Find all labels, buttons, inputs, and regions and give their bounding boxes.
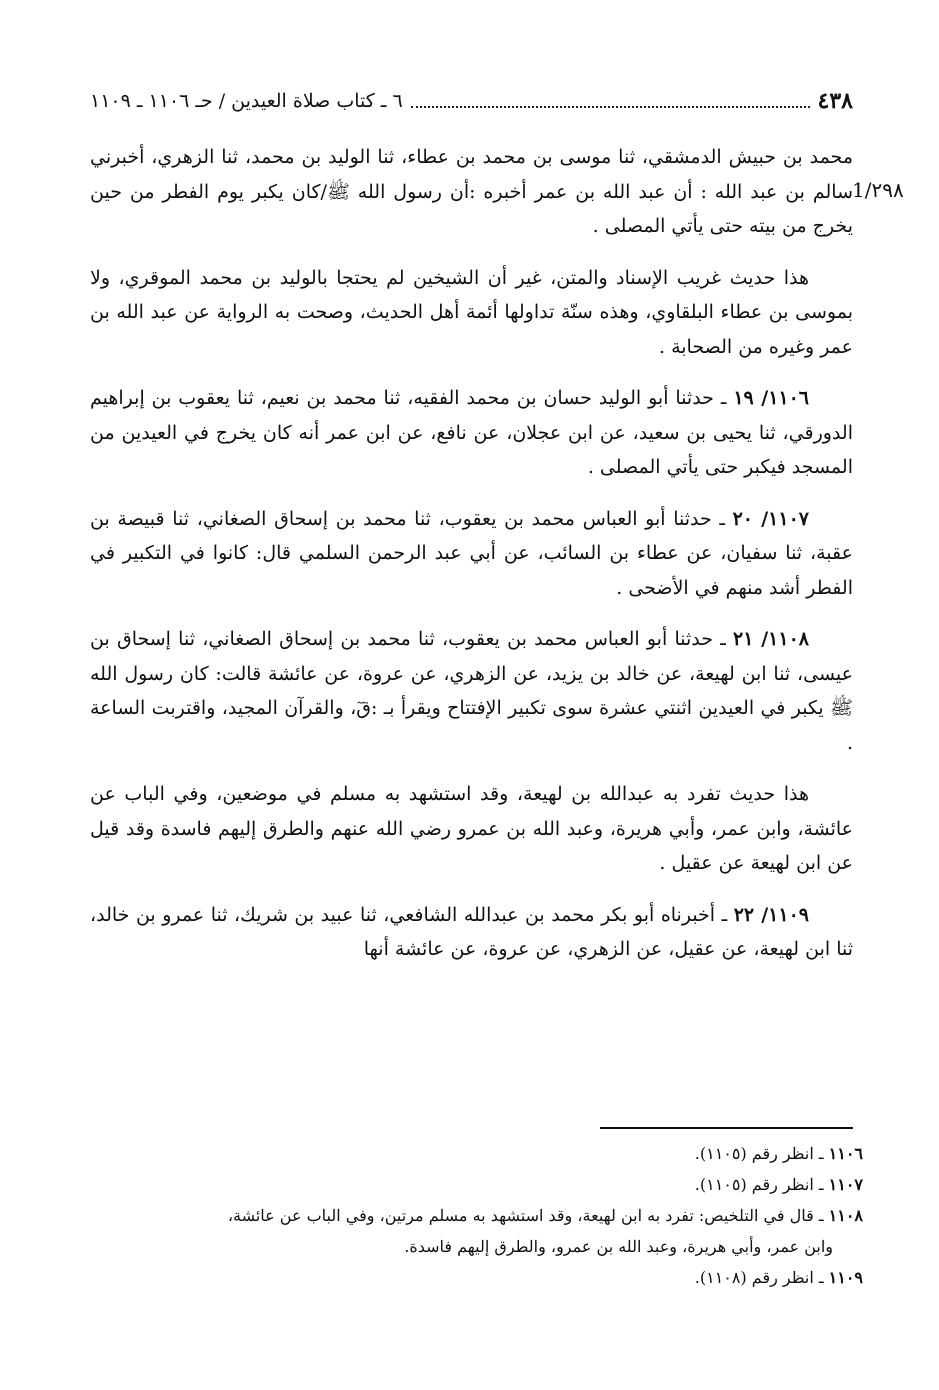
footnote-number: ١١٠٨ <box>828 1206 863 1225</box>
footnote-separator <box>600 1127 853 1129</box>
paragraph-commentary <box>90 777 853 881</box>
footnote-text: ـ قال في التلخيص: تفرد به ابن لهيعة، وقد استشهد به مسلم مرتين، وفي الباب عن عائشة، <box>227 1206 824 1225</box>
footnote-text: وابن عمر، وأبي هريرة، وعبد الله بن عمرو، والطرق إليهم فاسدة. <box>404 1237 833 1256</box>
running-header <box>90 84 853 118</box>
running-title: ٦ ـ كتاب صلاة العيدين / حـ ١١٠٦ ـ ١١٠٩ <box>90 90 403 112</box>
hadith-text: ـ حدثنا أبو العباس محمد بن يعقوب، ثنا محمد بن إسحاق الصغاني، ثنا قبيصة بن عقبة، ثنا سفيان، عن عطاء بن السائب، عن أبي عبد الرحمن السلمي قال: كانوا في التكبير في الفطر أشد منهم في الأضحى . <box>90 507 853 599</box>
footnote-number: ١١٠٦ <box>828 1144 863 1163</box>
paragraph-text: هذا حديث تفرد به عبدالله بن لهيعة، وقد استشهد به مسلم في موضعين، وفي الباب عن عائشة، وابن عمر، وأبي هريرة، وعبد الله بن عمرو رضي الله عنهم والطرق إليهم فاسدة وقد قيل عن ابن لهيعة عن عقيل . <box>90 783 853 874</box>
paragraph-commentary <box>90 261 853 365</box>
footnote-1109 <box>90 1262 863 1293</box>
footnote-1107 <box>90 1169 863 1200</box>
hadith-number: ١١٠٧/ ٢٠ <box>732 507 809 530</box>
hadith-number: ١١٠٩/ ٢٢ <box>733 903 809 926</box>
hadith-text: ـ أخبرناه أبو بكر محمد بن عبدالله الشافعي، ثنا عبيد بن شريك، ثنا عمرو بن خالد، ثنا ابن لهيعة، عن عقيل، عن الزهري، عن عروة، عن عائشة أنها <box>90 903 853 960</box>
footnote-text: ـ انظر رقم (١١٠٨). <box>694 1268 824 1287</box>
paragraph-continuation <box>90 140 853 244</box>
footnote-text: ـ انظر رقم (١١٠٥). <box>694 1175 824 1194</box>
paragraph-text: محمد بن حبيش الدمشقي، ثنا موسى بن محمد بن عطاء، ثنا الوليد بن محمد، ثنا الزهري، أخبرني سالم بن عبد الله : أن عبد الله بن عمر أخبره :أن رسول الله ﷺ/كان يكبر يوم الفطر من حين يخرج من بيته حتى يأتي المصلى . <box>90 146 853 237</box>
footnote-1108 <box>90 1200 863 1231</box>
hadith-text: ـ حدثنا أبو العباس محمد بن يعقوب، ثنا محمد بن إسحاق الصغاني، ثنا إسحاق بن عيسى، ثنا ابن لهيعة، عن خالد بن يزيد، عن الزهري، عن عروة، عن عائشة قالت: كان رسول الله ﷺ يكبر في العيدين اثنتي عشرة سوى تكبير الإفتتاح ويقرأ بـ :قٓ، والقرآن المجيد، واقتربت الساعة . <box>90 628 853 754</box>
hadith-1106 <box>90 381 853 485</box>
footnote-1106 <box>90 1138 863 1169</box>
footnote-1108-continuation <box>90 1231 863 1262</box>
footnote-number: ١١٠٧ <box>828 1175 863 1194</box>
footnotes <box>90 1138 863 1293</box>
hadith-number: ١١٠٨/ ٢١ <box>733 628 809 650</box>
paragraph-text: هذا حديث غريب الإسناد والمتن، غير أن الشيخين لم يحتجا بالوليد بن محمد الموقري، ولا بموسى بن عطاء البلقاوي، وهذه سنّة تداولها أئمة أهل الحديث، وصحت به الرواية عن عبد الله بن عمر وغيره من الصحابة . <box>90 266 853 358</box>
hadith-1108 <box>90 622 853 760</box>
margin-manuscript-reference: 1/٢٩٨ <box>852 178 904 202</box>
header-dotted-leader <box>411 94 810 108</box>
main-text <box>90 140 853 984</box>
footnote-text: ـ انظر رقم (١١٠٥). <box>694 1144 824 1163</box>
hadith-number: ١١٠٦/ ١٩ <box>733 387 810 409</box>
hadith-text: ـ حدثنا أبو الوليد حسان بن محمد الفقيه، ثنا محمد بن نعيم، ثنا يعقوب بن إبراهيم الدورقي، ثنا يحيى بن سعيد، عن ابن عجلان، عن نافع، عن ابن عمر أنه كان يخرج في العيدين من المسجد فيكبر حتى يأتي المصلى . <box>90 387 853 478</box>
page-number: ٤٣٨ <box>817 88 853 114</box>
hadith-1109 <box>90 898 853 967</box>
hadith-1107 <box>90 502 853 606</box>
footnote-number: ١١٠٩ <box>828 1268 863 1287</box>
